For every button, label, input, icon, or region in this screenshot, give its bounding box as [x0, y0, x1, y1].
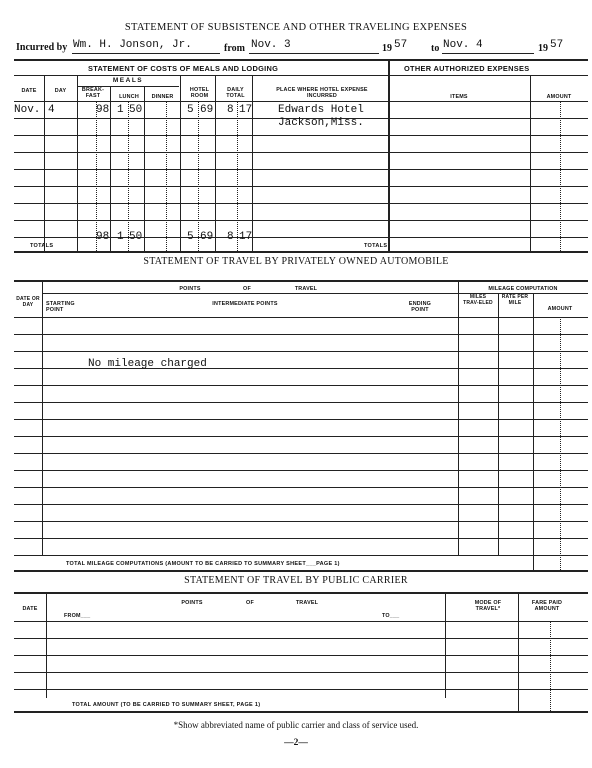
to-label: to	[431, 43, 440, 54]
totals-lunch-cents[interactable]: 50	[129, 231, 143, 243]
meals-col-line	[96, 101, 97, 251]
page-number: —2—	[284, 738, 308, 748]
totals-hotel-cents[interactable]: 69	[200, 231, 214, 243]
entry-place-line1[interactable]: Edwards Hotel	[278, 104, 364, 116]
carrier-table-top-border	[14, 592, 588, 594]
carrier-col-line	[445, 592, 446, 698]
carrier-points-word-3: TRAVEL	[295, 600, 319, 606]
meals-col-line	[237, 101, 238, 251]
auto-row-line	[14, 521, 588, 522]
auto-row-line	[14, 555, 588, 556]
totals-label-right: TOTALS	[364, 243, 388, 249]
from-label: from	[224, 43, 245, 54]
meals-col-line	[166, 101, 167, 251]
meals-table-top-border	[14, 59, 588, 61]
meals-row-line	[14, 220, 588, 221]
auto-col-start-header: STARTING POINT	[46, 301, 75, 313]
carrier-col-mode-header: MODE OF TRAVEL*	[474, 600, 502, 612]
carrier-col-from-header: FROM___	[64, 613, 91, 619]
entry-place-line2[interactable]: Jackson,Miss.	[278, 117, 364, 129]
auto-row-line	[14, 385, 588, 386]
carrier-col-line	[550, 621, 551, 711]
auto-points-word-2: OF	[243, 286, 251, 292]
meals-section-title: STATEMENT OF COSTS OF MEALS AND LODGING	[88, 64, 279, 73]
totals-label-left: TOTALS	[30, 243, 54, 249]
auto-header-bottom	[14, 317, 588, 318]
year-prefix-1: 19	[382, 43, 392, 54]
auto-row-line	[14, 351, 588, 352]
carrier-table-bottom	[14, 711, 588, 713]
incurred-by-underline	[72, 53, 220, 54]
auto-table-top-border	[14, 280, 588, 282]
col-lunch-header: LUNCH	[119, 94, 139, 100]
entry-total-cents[interactable]: 17	[239, 104, 253, 116]
carrier-col-line	[518, 592, 519, 711]
incurred-by-label: Incurred by	[16, 42, 68, 53]
carrier-row-line	[14, 638, 588, 639]
meals-col-line	[252, 75, 253, 251]
auto-note[interactable]: No mileage charged	[88, 358, 207, 370]
auto-points-word-3: TRAVEL	[294, 286, 318, 292]
meals-col-line	[388, 59, 390, 251]
col-amount-header: AMOUNT	[546, 94, 572, 100]
from-underline	[249, 53, 379, 54]
totals-total-cents[interactable]: 17	[239, 231, 253, 243]
auto-col-line	[42, 280, 43, 556]
incurred-by-value[interactable]: Wm. H. Jonson, Jr.	[73, 39, 192, 51]
meals-col-line	[144, 86, 145, 251]
auto-col-line	[560, 317, 561, 570]
meals-col-line	[110, 86, 111, 251]
col-day-header: DAY	[54, 88, 67, 94]
other-expenses-title: OTHER AUTHORIZED EXPENSES	[404, 64, 530, 73]
meals-title-divider	[14, 75, 588, 76]
entry-lunch-dollars[interactable]: 1	[117, 104, 124, 116]
col-hotel-room-header: HOTEL ROOM	[189, 87, 210, 99]
meals-col-line	[198, 101, 199, 251]
col-date-header: DATE	[21, 88, 37, 94]
meals-col-line	[530, 75, 531, 251]
auto-table-bottom	[14, 570, 588, 572]
totals-total-dollars[interactable]: 8	[227, 231, 234, 243]
auto-section-title: STATEMENT OF TRAVEL BY PRIVATELY OWNED AUTOMOBILE	[143, 256, 449, 267]
auto-row-line	[14, 334, 588, 335]
meals-col-line	[560, 101, 561, 251]
col-daily-total-header: DAILY TOTAL	[226, 87, 245, 99]
meals-row-line	[14, 203, 588, 204]
auto-row-line	[14, 470, 588, 471]
col-breakfast-header: BREAK-FAST	[81, 87, 105, 99]
auto-col-ending-header: ENDING POINT	[408, 301, 432, 313]
carrier-section-title: STATEMENT OF TRAVEL BY PUBLIC CARRIER	[184, 575, 408, 586]
auto-row-line	[14, 487, 588, 488]
year-suffix-1[interactable]: 57	[394, 39, 408, 51]
auto-col-line	[458, 280, 459, 556]
auto-col-line	[498, 293, 499, 556]
footnote: *Show abbreviated name of public carrier and class of service used.	[173, 720, 419, 730]
entry-date[interactable]: Nov.	[14, 104, 41, 116]
totals-breakfast-cents[interactable]: 98	[96, 231, 110, 243]
form-title: STATEMENT OF SUBSISTENCE AND OTHER TRAVELING EXPENSES	[124, 22, 468, 33]
entry-lunch-cents[interactable]: 50	[129, 104, 143, 116]
carrier-points-word-2: OF	[246, 600, 254, 606]
auto-row-line	[14, 538, 588, 539]
carrier-row-line	[14, 655, 588, 656]
carrier-row-line	[14, 672, 588, 673]
auto-points-word-1: POINTS	[179, 286, 201, 292]
meals-col-line	[77, 75, 78, 251]
col-dinner-header: DINNER	[151, 94, 174, 100]
carrier-row-line	[14, 689, 588, 690]
auto-row-line	[14, 419, 588, 420]
auto-total-label: TOTAL MILEAGE COMPUTATIONS (AMOUNT TO BE CARRIED TO SUMMARY SHEET___PAGE 1)	[66, 561, 340, 567]
auto-col-rate-header: RATE PER MILE	[501, 294, 529, 306]
meals-row-line	[14, 186, 588, 187]
carrier-total-label: TOTAL AMOUNT (TO BE CARRIED TO SUMMARY SHEET, PAGE 1)	[72, 702, 261, 708]
meals-row-line	[14, 169, 588, 170]
meals-header-bottom	[14, 101, 588, 102]
meals-col-line	[180, 75, 181, 251]
from-date-value[interactable]: Nov. 3	[251, 39, 291, 51]
entry-breakfast-cents[interactable]: 98	[96, 104, 110, 116]
auto-col-date-header: DATE OR DAY	[16, 296, 40, 308]
carrier-header-bottom	[14, 621, 588, 622]
meals-row-line	[14, 152, 588, 153]
meals-col-line	[128, 101, 129, 251]
carrier-col-line	[46, 592, 47, 698]
carrier-points-word-1: POINTS	[181, 600, 203, 606]
entry-hotel-cents[interactable]: 69	[200, 104, 214, 116]
auto-row-line	[14, 436, 588, 437]
entry-day[interactable]: 4	[48, 104, 55, 116]
meals-group-header: MEALS	[112, 77, 144, 84]
entry-total-dollars[interactable]: 8	[227, 104, 234, 116]
totals-lunch-dollars[interactable]: 1	[117, 231, 124, 243]
mileage-computation-header: MILEAGE COMPUTATION	[488, 286, 558, 292]
to-date-value[interactable]: Nov. 4	[443, 39, 483, 51]
carrier-col-to-header: TO___	[382, 613, 400, 619]
carrier-col-date-header: DATE	[22, 606, 38, 612]
col-place-header: PLACE WHERE HOTEL EXPENSE INCURRED	[276, 87, 368, 99]
meals-col-line	[44, 75, 45, 251]
auto-row-line	[14, 504, 588, 505]
carrier-col-fare-header: FARE PAID AMOUNT	[531, 600, 563, 612]
year-suffix-2[interactable]: 57	[550, 39, 564, 51]
auto-row-line	[14, 453, 588, 454]
auto-col-intermediate-header: INTERMEDIATE POINTS	[212, 301, 278, 307]
auto-col-miles-header: MILES TRAV-ELED	[463, 294, 493, 306]
auto-col-amount-header: AMOUNT	[547, 306, 573, 312]
entry-hotel-dollars[interactable]: 5	[187, 104, 194, 116]
totals-hotel-dollars[interactable]: 5	[187, 231, 194, 243]
auto-row-line	[14, 402, 588, 403]
to-underline	[442, 53, 534, 54]
meals-col-line	[215, 75, 216, 251]
meals-row-line	[14, 135, 588, 136]
year-prefix-2: 19	[538, 43, 548, 54]
auto-col-line	[533, 293, 534, 570]
meals-table-bottom	[14, 251, 588, 253]
col-items-header: ITEMS	[450, 94, 468, 100]
